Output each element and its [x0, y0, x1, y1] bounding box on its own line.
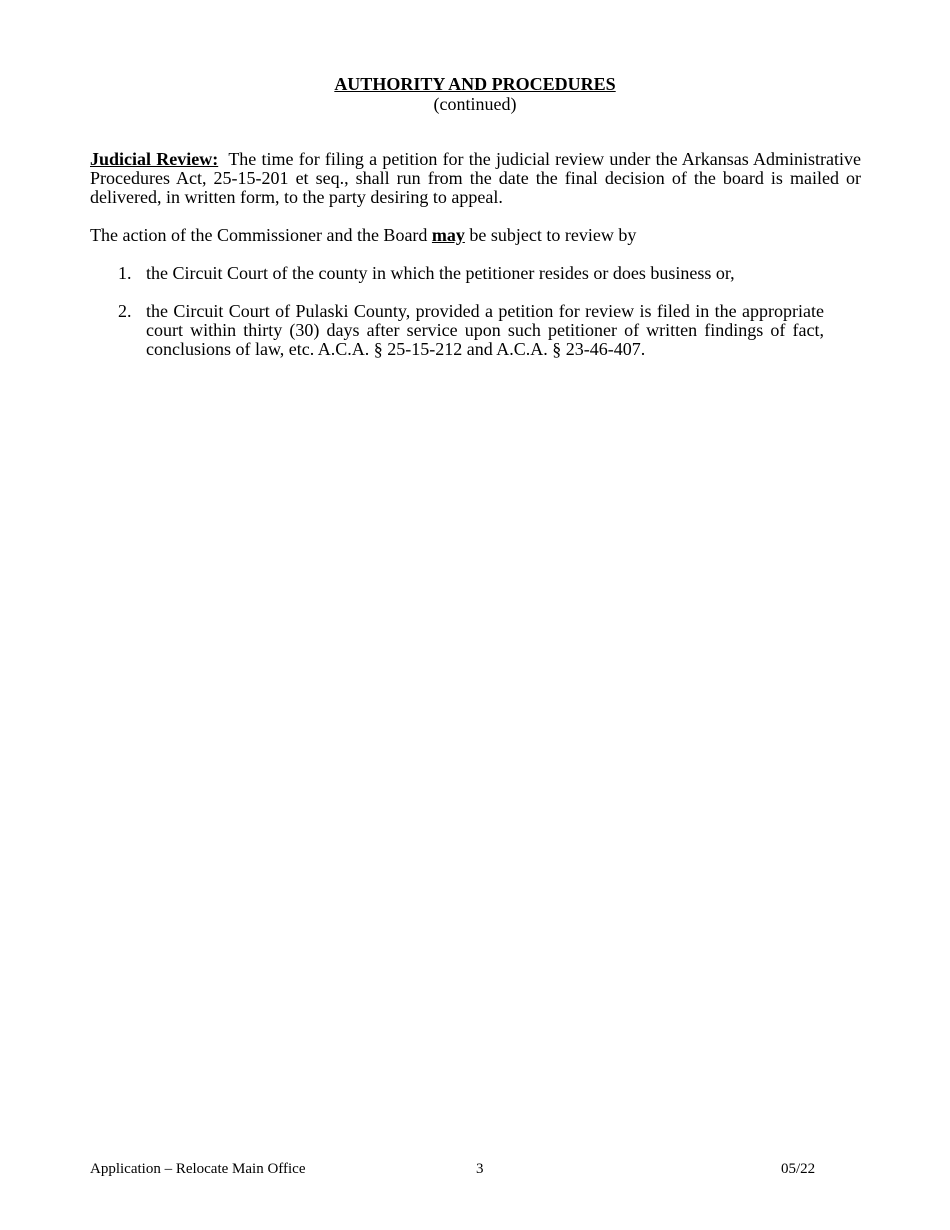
judicial-review-text: The time for filing a petition for the judicial review under the Arkansas Administrative Procedures Act, 25-15-201 et seq., shall run from the date the final decision of the board is mailed or delivered, in written form, to the party desiring to appeal. — [90, 149, 866, 207]
list-item-text: the Circuit Court of the county in which the petitioner resides or does business or, — [146, 263, 735, 283]
list-item-text: the Circuit Court of Pulaski County, provided a petition for review is filed in the appropriate court within thirty (30) days after service upon such petitioner of written findings of fact, conclusions of law, etc. A.C.A. § 25-15-212 and A.C.A. § 23-46-407. — [146, 301, 824, 359]
list-item-number: 1. — [118, 263, 132, 283]
list-item-number: 2. — [118, 301, 132, 321]
judicial-review-paragraph — [90, 149, 866, 207]
review-action-paragraph — [90, 226, 861, 245]
section-subtitle: (continued) — [433, 94, 517, 114]
action-emphasis: may — [431, 225, 465, 245]
footer-date: 05/22 — [781, 1161, 816, 1177]
footer-document-name: Application – Relocate Main Office — [90, 1161, 306, 1177]
judicial-review-label: Judicial Review: — [90, 149, 219, 169]
section-title: AUTHORITY AND PROCEDURES — [334, 74, 616, 94]
action-text-after: be subject to review by — [464, 225, 637, 245]
footer-page-number: 3 — [476, 1161, 484, 1177]
list-item — [118, 264, 824, 283]
action-text-before: The action of the Commissioner and the Board — [90, 225, 432, 245]
list-item — [118, 302, 824, 359]
